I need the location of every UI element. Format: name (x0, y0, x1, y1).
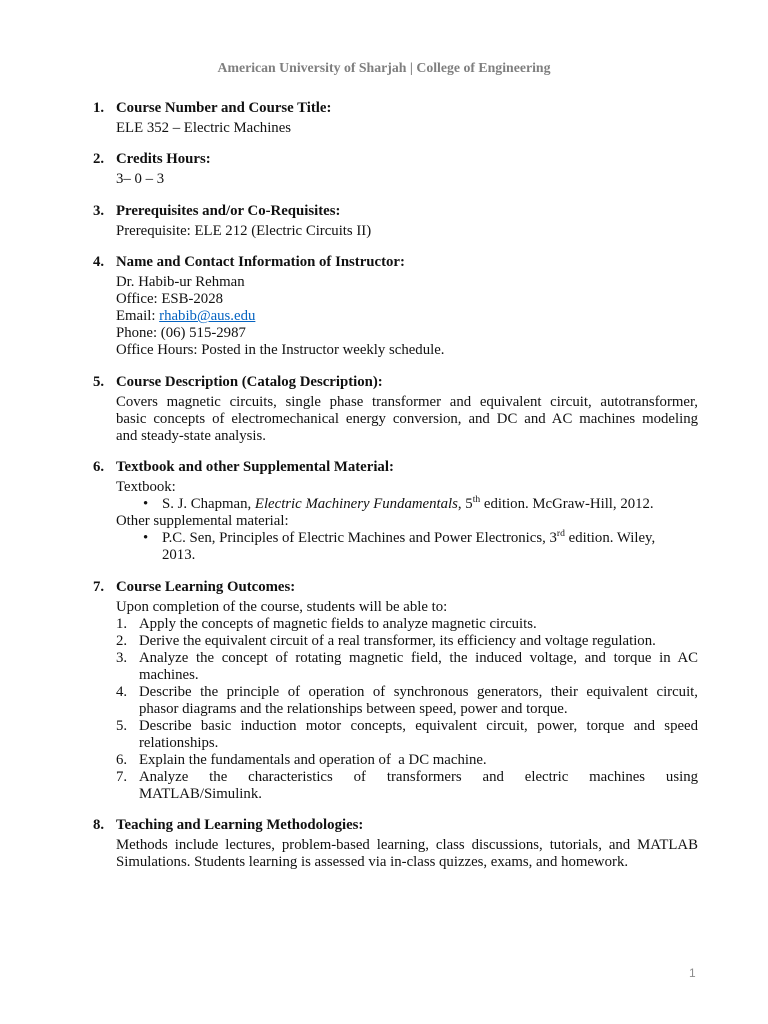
section-body (116, 274, 698, 359)
section-learning-outcomes (0, 579, 768, 803)
credit-hours-text: 3– 0 – 3 (116, 171, 165, 187)
section-heading (0, 151, 768, 171)
paragraph-line: and steady-state analysis. (116, 427, 266, 444)
outcome-number: 6. (116, 751, 128, 768)
textbook-reference (162, 496, 698, 513)
outcome-text: relationships. (139, 734, 219, 751)
outcome-text: Analyze the concept of rotating magnetic field, the induced voltage, and torque in AC (139, 649, 698, 666)
supplemental-year: 2013. (162, 547, 196, 563)
outcome-text: Derive the equivalent circuit of a real transformer, its efficiency and voltage regulation. (139, 632, 656, 649)
section-title: Name and Contact Information of Instructor: (116, 254, 405, 270)
section-credit-hours (0, 151, 768, 188)
supplemental-bullet-item (116, 530, 698, 564)
section-heading (0, 203, 768, 223)
outcome-text: Explain the fundamentals and operation of a DC machine. (139, 751, 487, 768)
paragraph-line: Simulations. Students learning is assessed via in-class quizzes, exams, and homework. (116, 854, 629, 870)
outcome-number: 1. (116, 615, 128, 632)
section-heading (0, 254, 768, 274)
outcome-item (116, 718, 698, 752)
section-number: 4. (93, 254, 105, 270)
instructor-phone: Phone: (06) 515-2987 (116, 325, 246, 341)
section-number: 5. (93, 373, 105, 390)
section-title: Teaching and Learning Methodologies: (116, 817, 364, 833)
outcome-item (116, 650, 698, 684)
outcome-text: MATLAB/Simulink. (139, 785, 262, 802)
supplemental-label: Other supplemental material: (116, 513, 289, 529)
section-body (116, 479, 698, 564)
bullet-icon: • (143, 530, 149, 546)
outcome-item (116, 633, 698, 650)
section-number: 6. (93, 459, 105, 475)
page-number: 1 (689, 966, 696, 980)
textbook-label: Textbook: (116, 479, 176, 495)
supplemental-title: P.C. Sen, Principles of Electric Machines and Power Electronics, 3 (162, 530, 557, 546)
outcome-item (116, 684, 698, 718)
paragraph-line: basic concepts of electromechanical energy conversion, and DC and AC machines modeling (116, 410, 698, 427)
outcome-number: 3. (116, 649, 128, 666)
paragraph-line: Covers magnetic circuits, single phase transformer and equivalent circuit, autotransformer, (116, 393, 698, 410)
outcome-item (116, 752, 698, 769)
section-number: 2. (93, 151, 105, 167)
course-title-text: ELE 352 – Electric Machines (116, 119, 292, 136)
section-title: Course Number and Course Title: (116, 99, 332, 116)
section-number: 3. (93, 202, 105, 219)
outcome-text: Analyze the characteristics of transformers and electric machines using (139, 768, 698, 785)
textbook-edition: , 5 (457, 496, 473, 512)
email-label: Email: (116, 308, 160, 324)
outcome-text: phasor diagrams and the relationships between speed, power and torque. (139, 700, 568, 717)
textbook-publisher: edition. McGraw-Hill, 2012. (480, 496, 654, 512)
instructor-email-line (116, 308, 698, 325)
section-body (116, 223, 698, 240)
section-instructor-contact (0, 254, 768, 359)
section-body (116, 171, 698, 188)
bullet-icon: • (143, 496, 149, 512)
outcome-item (116, 769, 698, 803)
section-title: Prerequisites and/or Co-Requisites: (116, 202, 341, 219)
section-heading (0, 100, 768, 120)
supplemental-reference (162, 530, 698, 547)
textbook-title: Electric Machinery Fundamentals (254, 496, 458, 512)
prerequisite-text: Prerequisite: ELE 212 (Electric Circuits II) (116, 222, 372, 239)
outcome-number: 4. (116, 683, 128, 700)
section-course-number-title (0, 100, 768, 137)
instructor-name: Dr. Habib-ur Rehman (116, 274, 245, 290)
outcome-number: 2. (116, 632, 128, 649)
section-title: Course Description (Catalog Description): (116, 373, 383, 390)
course-description-paragraph (116, 394, 698, 445)
instructor-office: Office: ESB-2028 (116, 291, 223, 307)
section-heading (0, 817, 768, 837)
outcome-text: Describe the principle of operation of synchronous generators, their equivalent circuit, (139, 683, 698, 700)
supplemental-publisher: edition. Wiley, (564, 530, 656, 546)
section-prerequisites (0, 203, 768, 240)
section-number: 8. (93, 817, 105, 833)
section-title: Textbook and other Supplemental Material: (116, 459, 394, 475)
section-number: 7. (93, 578, 105, 595)
methodologies-paragraph (116, 837, 698, 871)
syllabus-content (0, 100, 768, 886)
section-heading (0, 374, 768, 394)
textbook-author: S. J. Chapman, (162, 496, 255, 512)
supplemental-edition-suffix: rd (556, 528, 565, 540)
page-header: American University of Sharjah | College of Engineering (217, 59, 551, 75)
paragraph-line: Methods include lectures, problem-based learning, class discussions, tutorials, and MATLAB (116, 837, 698, 853)
textbook-edition-suffix: th (472, 494, 481, 506)
outcome-text: Describe basic induction motor concepts, equivalent circuit, power, torque and speed (139, 717, 698, 734)
section-title: Course Learning Outcomes: (116, 578, 296, 595)
outcome-item (116, 616, 698, 633)
section-body (116, 120, 698, 137)
section-title: Credits Hours: (116, 151, 211, 167)
outcome-number: 7. (116, 768, 128, 785)
instructor-office-hours: Office Hours: Posted in the Instructor weekly schedule. (116, 342, 445, 358)
outcome-text: Apply the concepts of magnetic fields to analyze magnetic circuits. (139, 615, 537, 632)
email-link[interactable]: rhabib@aus.edu (159, 308, 256, 324)
section-number: 1. (93, 99, 105, 116)
section-body (116, 599, 698, 803)
textbook-bullet-item (116, 496, 698, 513)
section-teaching-methodologies (0, 817, 768, 871)
section-course-description (0, 374, 768, 445)
section-heading (0, 459, 768, 479)
outcomes-intro: Upon completion of the course, students will be able to: (116, 598, 448, 615)
section-textbook (0, 459, 768, 564)
outcome-text: machines. (139, 666, 199, 683)
outcome-number: 5. (116, 717, 128, 734)
section-heading (0, 579, 768, 599)
